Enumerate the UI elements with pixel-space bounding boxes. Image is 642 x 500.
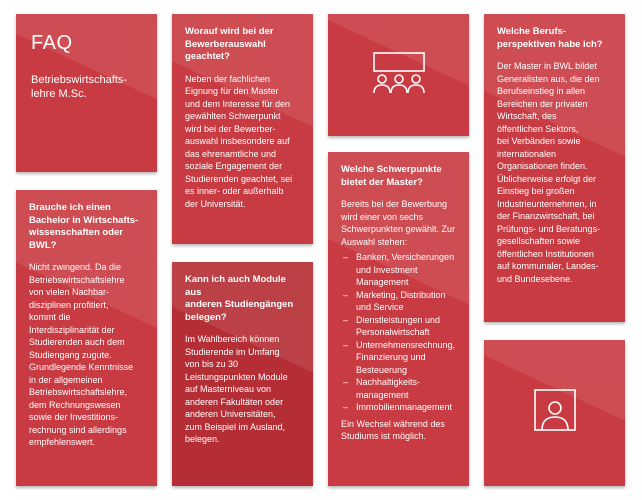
faq-card-schwerpunkte — [328, 152, 469, 486]
list-item: – Unternehmensrechnung, Finanzierung und Besteuerung — [341, 339, 456, 377]
audience-icon-tile — [328, 14, 469, 136]
list-item: – Immobilienmanagement — [341, 401, 456, 414]
schwerpunkte-list — [341, 251, 456, 414]
faq-card-berufsperspektiven — [484, 14, 625, 322]
faq-subtitle: Betriebswirtschafts- lehre M.Sc. — [31, 74, 127, 100]
list-item: – Nachhaltigkeits- management — [341, 376, 456, 401]
faq-question: Welche Schwerpunkte bietet der Master? — [341, 164, 442, 188]
faq-question: Brauche ich einen Bachelor in Wirtschafts- wissenschaften oder BWL? — [29, 202, 139, 251]
faq-question: Welche Berufs- perspektiven habe ich? — [497, 26, 603, 50]
person-at-screen-icon — [532, 388, 578, 439]
faq-card-bewerberauswahl — [172, 14, 313, 244]
list-item: – Marketing, Distribution und Service — [341, 289, 456, 314]
list-item: – Banken, Versicherungen und Investment Management — [341, 251, 456, 289]
faq-answer: Der Master in BWL bildet Generalisten aus, die den Berufseinstieg in allen Bereichen der privaten Wirtschaft, des öffentlichen Sektors, bei Verbänden sowie internationalen Organisationen finden. Üblicherweise erfolgt der Einstieg bei großen Industrieunternehmen, in der Finanzwirtschaft, bei Prüfungs- und Beratungs- gesellschaften sowie öffentlichen Institutionen auf kommunaler, Landes- und Bundesebene. — [497, 61, 601, 284]
faq-answer: Im Wahlbereich können Studierende im Umfang von bis zu 30 Leistungspunkten Module auf Masterniveau von anderen Fakultäten oder anderen Universitäten, zum Beispiel im Ausland, belegen. — [185, 334, 288, 444]
faq-tile — [16, 14, 157, 172]
faq-answer-intro: Bereits bei der Bewerbung wird einer von sechs Schwerpunkten gewählt. Zur Auswahl stehen: — [341, 199, 456, 247]
faq-card-bachelor — [16, 190, 157, 486]
faq-card-module — [172, 262, 313, 486]
faq-answer: Nicht zwingend. Da die Betriebswirtschaftslehre von vielen Nachbar- disziplinen profitiert, kommt die Interdisziplinarität der Studierenden auch dem Studiengang zugute. Grundlegende Kenntnisse in der allgemeinen Betriebswirtschaftslehre, dem Rechnungswesen sowie der Investitions- rechnung sind allerdings empfehlenswert. — [29, 262, 134, 447]
faq-title: FAQ — [31, 32, 73, 54]
faq-question: Kann ich auch Module aus anderen Studiengängen belegen? — [185, 274, 294, 323]
faq-answer: Neben der fachlichen Eignung für den Master und dem Interesse für den gewählten Schwerpunkt wird bei der Bewerber- auswahl insbesondere auf das ehrenamtliche und soziale Engagement der Studierenden geachtet, sei es inner- oder außerhalb der Universität. — [185, 73, 293, 209]
list-item: – Dienstleistungen und Personalwirtschaft — [341, 314, 456, 339]
faq-answer-outro: Ein Wechsel während des Studiums ist möglich. — [341, 418, 445, 441]
faq-question: Worauf wird bei der Bewerberauswahl geachtet? — [185, 26, 274, 62]
person-icon-tile — [484, 340, 625, 486]
audience-presentation-icon — [370, 51, 428, 100]
